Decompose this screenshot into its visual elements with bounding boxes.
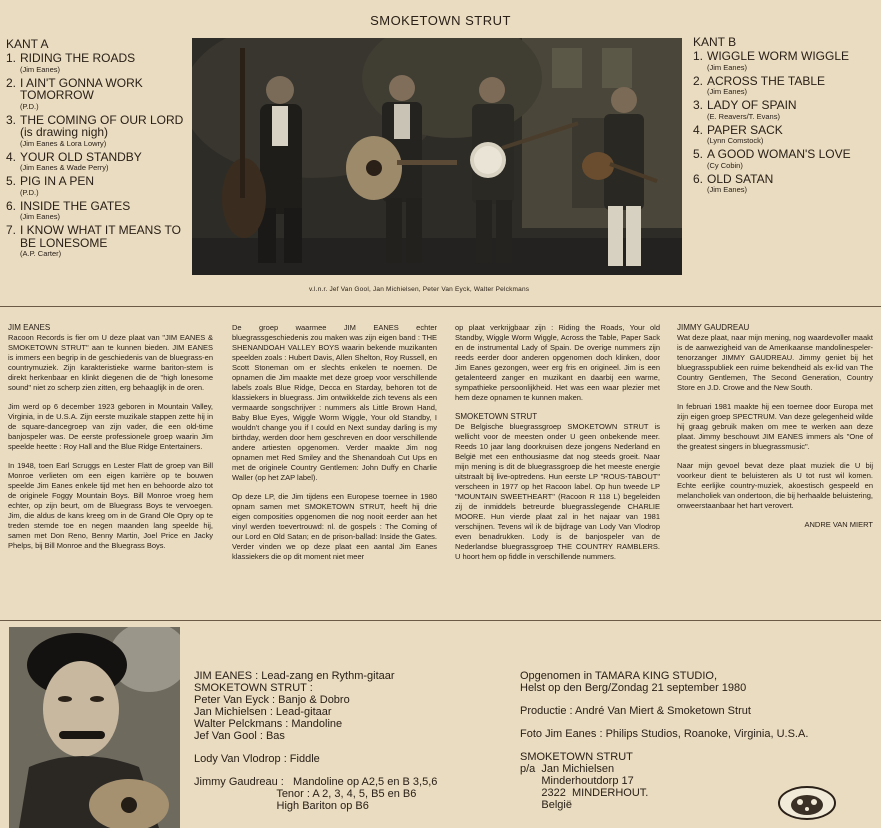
track-number: 6. [6, 198, 17, 213]
track-item [693, 99, 879, 122]
column-heading: JIMMY GAUDREAU [677, 323, 750, 332]
column-heading: JIM EANES [8, 323, 51, 332]
credit-line: SMOKETOWN STRUT : [194, 682, 313, 694]
track-title-line: (is drawing nigh) [20, 125, 109, 139]
track-title [6, 175, 190, 188]
credit-line: Peter Van Eyck : Banjo & Dobro [194, 694, 350, 706]
photo-caption: v.l.n.r. Jef Van Gool, Jan Michielsen, Peter Van Eyck, Walter Pelckmans [309, 286, 530, 293]
track-title [693, 50, 879, 63]
track-credit: (A.P. Carter) [20, 249, 62, 258]
track-title [693, 173, 879, 186]
track-title [693, 148, 879, 161]
track-credit: (P.D.) [20, 101, 39, 111]
track-item [6, 151, 190, 174]
track-item [6, 175, 190, 198]
credit-line: 2322 MINDERHOUT. [520, 787, 649, 799]
side-b-tracklist [693, 36, 879, 197]
track-title [6, 114, 190, 139]
track-item [693, 124, 879, 147]
credit-line: Jef Van Gool : Bas [194, 730, 285, 742]
side-b-tracks [693, 50, 879, 195]
credit-line: SMOKETOWN STRUT [520, 751, 633, 763]
band-photo [192, 38, 682, 275]
credit-spacer [520, 694, 875, 705]
credit-spacer [194, 765, 514, 776]
side-a-heading: KANT A [6, 37, 49, 51]
credit-line: JIM EANES : Lead-zang en Rythm-gitaar [194, 670, 395, 682]
track-title-line: I KNOW WHAT IT MEANS TO [20, 223, 181, 237]
credit-line: Minderhoutdorp 17 [520, 775, 634, 787]
track-title [693, 75, 879, 88]
track-title-line: ACROSS THE TABLE [707, 73, 826, 88]
track-item [6, 114, 190, 149]
side-b-heading: KANT B [693, 35, 737, 49]
track-credit: (Lynn Comstock) [707, 136, 764, 145]
credit-line: België [520, 799, 572, 811]
track-title-line: BE LONESOME [20, 235, 108, 250]
track-title [6, 52, 190, 65]
track-credit: (Jim Eanes) [20, 212, 61, 221]
portrait-photo [9, 627, 180, 828]
track-item [693, 148, 879, 171]
column-paragraphs [8, 333, 213, 551]
credit-spacer [194, 742, 514, 753]
band-photo-illustration [192, 38, 682, 275]
racoon-logo-icon [776, 785, 838, 821]
track-number: 7. [6, 223, 17, 237]
track-credit: (P.D.) [20, 187, 39, 197]
column-paragraphs [455, 422, 660, 562]
article-paragraph: op plaat verkrijgbaar zijn : Riding the Roads, Your old Standby, Wiggle Worm Wiggle, Across the Table, Paper Sack en de instrumental Lady of Spain. De overige nummers zijn reeds eerder door anderen opgenomen doch klinken, door Jim Eanes gezongen, weer erg fris en origineel. Jim is een getalenteerd zanger en muzikant en daarbij een warme, sympathieke persoonlijkheid. Het was een waar plezier met hem deze opnamen te kunnen maken. [455, 323, 660, 402]
credit-line: Walter Pelckmans : Mandoline [194, 718, 343, 730]
track-number: 1. [6, 51, 17, 65]
track-item [693, 75, 879, 98]
track-title [6, 151, 190, 164]
credit-line: Productie : André Van Miert & Smoketown Strut [520, 705, 751, 717]
article-paragraph: Jim werd op 6 december 1923 geboren in Mountain Valley, Virginia, in de U.S.A. Zijn eerste muzikale stappen zette hij in de square-dancegroep van zijn vader, die een old-time banjospeler was. De eerste professionele groep waarin Jim speelde heette : Roy Hall and the Blue Ridge Entertainers. [8, 402, 213, 451]
track-number: 4. [6, 149, 17, 164]
track-title-line: A GOOD WOMAN'S LOVE [707, 147, 851, 161]
credit-line: Lody Van Vlodrop : Fiddle [194, 753, 320, 765]
credit-line: Tenor : A 2, 3, 4, 5, B5 en B6 [194, 788, 417, 800]
credit-spacer [520, 740, 875, 751]
track-title-line: THE COMING OF OUR LORD [20, 112, 184, 127]
racoon-records-logo [776, 785, 838, 821]
credit-line: Foto Jim Eanes : Philips Studios, Roanoke, Virginia, U.S.A. [520, 728, 809, 740]
track-credit: (Cy Cobin) [707, 160, 743, 170]
track-item [6, 52, 190, 75]
article-paragraph: In februari 1981 maakte hij een toernee door Europa met zijn eigen groep SPECTRUM. Van deze gelegenheid wilde hij graag gebruik maken om mee te werken aan deze plaat. Jimmy beschouwt JIM EANES immers als "One of the greatest singers in bluegrassmusic". [677, 402, 873, 451]
track-number: 5. [6, 174, 17, 188]
article-column-4 [677, 323, 873, 530]
credit-line: High Bariton op B6 [194, 800, 369, 812]
credit-spacer [520, 717, 875, 728]
track-credit: (Jim Eanes) [707, 62, 748, 72]
side-a-tracks [6, 52, 190, 259]
track-number: 2. [693, 73, 704, 88]
article-column-3 [455, 323, 660, 571]
credit-line: Jimmy Gaudreau : Mandoline op A2,5 en B 3,5,6 [194, 776, 438, 788]
track-title [6, 77, 190, 102]
track-title-line: PAPER SACK [707, 122, 783, 137]
track-item [693, 50, 879, 73]
track-item [693, 173, 879, 196]
track-title [6, 200, 190, 213]
article-paragraph: Op deze LP, die Jim tijdens een Europese toernee in 1980 opnam samen met SMOKETOWN STRUT, heeft hij drie eigen composities opgenomen die nog nooit eerder aan het vinyl werden toevertrouwd: nl. de gospels : The Coming of our Lord en Old Satan; en de prison-ballad: Inside the Gates. Verder vinden we op deze plaat een aantal Jim Eanes klassiekers die op dit moment niet meer [232, 492, 437, 561]
track-title-line: OLD SATAN [707, 171, 774, 186]
track-number: 1. [693, 49, 704, 63]
article-column-1 [8, 323, 213, 560]
track-title-line: WIGGLE WORM WIGGLE [707, 49, 850, 63]
track-credit: (E. Reavers/T. Evans) [707, 111, 780, 121]
article-paragraph: De Belgische bluegrassgroep SMOKETOWN STRUT is wellicht voor de meesten onder U geen onbekende meer. Reeds 10 jaar lang doorkruisen deze jongens Nederland en België met een enthousiasme dat nog steeds groeit. Naar mijn mening is dit de bluegrassgroep die het meeste energie uitstraalt bij live-optredens. Hun eerste LP "ROUS-TABOUT" verscheen in 1977 op het Racoon label. Op hun tweede LP "MOUNTAIN SWEETHEART" (Racoon R 118 L) begeleiden zij de inmiddels betreurde bluegrasslegende CHARLIE MOORE. Hun vierde plaat zal in het najaar van 1981 verschijnen. Tevens wil ik de bijdrage van Lody Van Vlodrop even benadrukken. Lody is de banjospeler van de Nederlandse bluegrassgroep THE COUNTRY RAMBLERS. U hoort hem op fiddle in verschillende nummers. [455, 422, 660, 561]
credit-line: Opgenomen in TAMARA KING STUDIO, [520, 670, 718, 682]
article-paragraph: Naar mijn gevoel bevat deze plaat muziek die U bij voorkeur dient te beluisteren als U tot rust wil komen. Echte eerlijke country-muziek, akoestisch gespeeld en melancholiek van ondertoon, die bij herhaalde beluistering, onweerstaanbaar het hart verovert. [677, 461, 873, 510]
article-paragraph: De groep waarmee JIM EANES echter bluegrassgeschiedenis zou maken was zijn eigen band : THE SHENANDOAH VALLEY BOYS waarin bekende muzikanten speelden zoals : Hubert Davis, Allen Shelton, Roy Russell, en Scott Stoneman om er slechts enkelen te noemen. De opnamen die Jim maakte met deze groep voor verschillende labels zoals Blue Ridge, Decca en Starday, behoren tot de klassiekers in bluegrass. Jim ontwikkelde zich tevens als een vermaarde songschrijver : nummers als Little Brown Hand, Baby Blue Eyes, Wiggle Worm Wiggle, Your old Standby, I wouldn't change you if I could en Next sunday darling is my birthday, werden door hem geschreven en door verschillende andere artiesten opgenomen. Verder maakte Jim nog opnamen met Red Smiley and the Shenandoah Cut Ups en met de originele Country Gentlemen: John Duffy en Charlie Waller (op het ZAP label). [232, 323, 437, 482]
track-item [6, 200, 190, 223]
section-divider [0, 306, 881, 307]
track-title-line: RIDING THE ROADS [20, 51, 136, 65]
author-signature: ANDRE VAN MIERT [804, 520, 873, 529]
track-number: 6. [693, 171, 704, 186]
track-title-line: LADY OF SPAIN [707, 98, 797, 112]
track-title [693, 124, 879, 137]
credit-line: Jan Michielsen : Lead-gitaar [194, 706, 332, 718]
credits-musicians [194, 670, 514, 812]
section-divider [0, 620, 881, 621]
side-a-tracklist [6, 38, 190, 261]
track-number: 3. [693, 98, 704, 112]
track-title-line: PIG IN A PEN [20, 174, 95, 188]
article-paragraph: In 1948, toen Earl Scruggs en Lester Flatt de groep van Bill Monroe verlieten om een eigen karrière op te bouwen speelde Jim Eanes enkele tijd met hen en behoorde alzo tot de originele Foggy Mountain Boys. Bill Monroe vroeg hem echter, op zijn beurt, om de Bluegrass Boys te vervoegen. Jim, die aldus de kans kreeg om in de Grand Ole Opry op te treden stemde toe en negen maanden lang speelde hij, samen met Don Reno, Benny Martin, Joel Price en Jacky Phelps, bij Bill Monroe and the Bluegrass Boys. [8, 461, 213, 550]
column-paragraphs [677, 333, 873, 511]
track-credit: (Jim Eanes & Wade Perry) [20, 163, 109, 172]
track-number: 3. [6, 112, 17, 127]
track-credit: (Jim Eanes) [20, 64, 61, 74]
track-number: 2. [6, 75, 17, 90]
track-item [6, 224, 190, 259]
track-title [6, 224, 190, 249]
column-paragraphs [232, 323, 437, 562]
article-paragraph: Racoon Records is fier om U deze plaat van "JIM EANES & SMOKETOWN STRUT" aan te kunnen bieden. JIM EANES is immers een begrip in de geschiedenis van de bluegrass-en countrymuziek. Zijn karakteristieke warme bariton-stem is direkt herkenbaar en klinkt diegenen die de "high lonesome sound" niet zo scherp zien zitten, erg behaaglijk in de oren. [8, 333, 213, 392]
track-credit: (Jim Eanes) [707, 185, 748, 194]
column-paragraphs [455, 323, 660, 403]
article-paragraph: Wat deze plaat, naar mijn mening, nog waardevoller maakt is de aanwezigheid van de Amerikaanse mandolinespeler-tenorzanger JIMMY GAUDREAU. Jimmy geniet bij het bluegrasspubliek een ruime bekendheid als ex-lid van The Country Gentlemen, The Second Generation, Country Store en J.D. Crowe and the New South. [677, 333, 873, 392]
album-title: SMOKETOWN STRUT [370, 13, 511, 28]
track-title [693, 99, 879, 112]
article-column-2 [232, 323, 437, 571]
track-credit: (Jim Eanes) [707, 87, 748, 96]
track-number: 5. [693, 147, 704, 161]
portrait-illustration [9, 627, 180, 828]
column-heading: SMOKETOWN STRUT [455, 412, 538, 421]
track-item [6, 77, 190, 112]
credit-line: Helst op den Berg/Zondag 21 september 1980 [520, 682, 747, 694]
track-title-line: YOUR OLD STANDBY [20, 149, 142, 164]
credit-line: p/a Jan Michielsen [520, 763, 615, 775]
track-title-line: I AIN'T GONNA WORK [20, 75, 143, 90]
track-number: 4. [693, 122, 704, 137]
track-credit: (Jim Eanes & Lora Lowry) [20, 138, 107, 148]
track-title-line: INSIDE THE GATES [20, 198, 131, 213]
track-title-line: TOMORROW [20, 88, 94, 102]
